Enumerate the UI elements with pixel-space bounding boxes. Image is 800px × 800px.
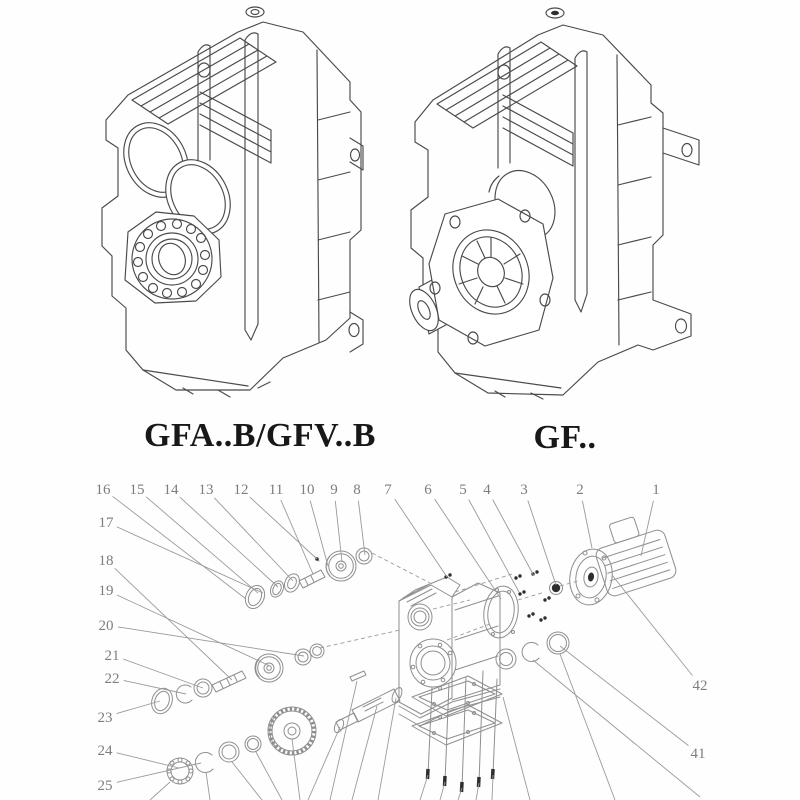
callout-number-5: 5 — [459, 482, 467, 498]
callout-number-3: 3 — [520, 482, 528, 498]
model-label-gfab-gfvb: GFA..B/GFV..B — [144, 417, 376, 454]
leader-line-6 — [435, 499, 501, 599]
housing-outline — [102, 7, 363, 397]
callout-number-19: 19 — [98, 583, 114, 599]
leader-line-23 — [117, 701, 161, 714]
callout-number-9: 9 — [330, 482, 338, 498]
base-gaskets-and-bolts — [412, 671, 502, 792]
callout-number-2: 2 — [576, 482, 584, 498]
callout-number-4: 4 — [483, 482, 491, 498]
leader-line-7 — [395, 499, 447, 577]
leader-line-18 — [115, 568, 232, 680]
leader-line-1 — [641, 501, 653, 556]
leader-line-15 — [146, 497, 258, 593]
leader-line-42 — [612, 575, 693, 676]
callout-number-25: 25 — [97, 778, 113, 794]
model-label-gf: GF.. — [533, 419, 597, 456]
callout-number-24: 24 — [97, 743, 113, 759]
callout-number-7: 7 — [384, 482, 392, 498]
leader-line-9 — [335, 501, 342, 562]
leader-line-22 — [124, 681, 186, 695]
callout-number-21: 21 — [104, 648, 120, 664]
leader-line-41 — [560, 646, 689, 746]
webbed-bearing-hub — [429, 199, 553, 346]
leader-line-14 — [180, 497, 278, 587]
callout-number-18: 18 — [98, 553, 114, 569]
leader-line-10 — [310, 501, 328, 566]
callout-number-13: 13 — [198, 482, 214, 498]
callout-number-22: 22 — [104, 671, 120, 687]
leader-line-5 — [469, 500, 519, 593]
callout-number-12: 12 — [233, 482, 249, 498]
callout-number-1: 1 — [652, 482, 660, 498]
leader-line-8 — [358, 501, 365, 555]
assembly-axis-dashes — [320, 553, 578, 648]
exploded-view-diagram — [0, 470, 800, 800]
motor — [565, 516, 678, 608]
gearbox-hollow-shaft-drawing — [98, 0, 398, 410]
housing-outline — [411, 8, 699, 399]
callout-number-16: 16 — [95, 482, 111, 498]
leader-line-16 — [113, 496, 247, 599]
callout-number-8: 8 — [353, 482, 361, 498]
leader-line-4 — [493, 500, 534, 576]
callout-number-10: 10 — [299, 482, 315, 498]
callout-number-14: 14 — [163, 482, 179, 498]
output-bearing-set — [496, 632, 569, 669]
callout-leader-lines — [113, 496, 693, 782]
callout-number-11: 11 — [268, 482, 284, 498]
leader-line-17 — [117, 527, 263, 593]
flange-gasket-and-bolts — [444, 570, 562, 640]
callout-number-41: 41 — [690, 746, 706, 762]
leader-line-11 — [281, 500, 313, 574]
callout-number-20: 20 — [98, 618, 114, 634]
callout-number-42: 42 — [692, 678, 708, 694]
leader-line-20 — [118, 627, 304, 656]
gearbox-solid-shaft-drawing — [403, 0, 713, 410]
callout-number-17: 17 — [98, 515, 114, 531]
callout-number-23: 23 — [97, 710, 113, 726]
callout-number-15: 15 — [129, 482, 145, 498]
input-shaft-assembly — [242, 548, 372, 612]
leader-line-21 — [123, 659, 203, 688]
leader-line-2 — [582, 501, 592, 548]
gear-housing — [399, 577, 500, 726]
callout-number-6: 6 — [424, 482, 432, 498]
leader-line-24 — [117, 753, 179, 768]
